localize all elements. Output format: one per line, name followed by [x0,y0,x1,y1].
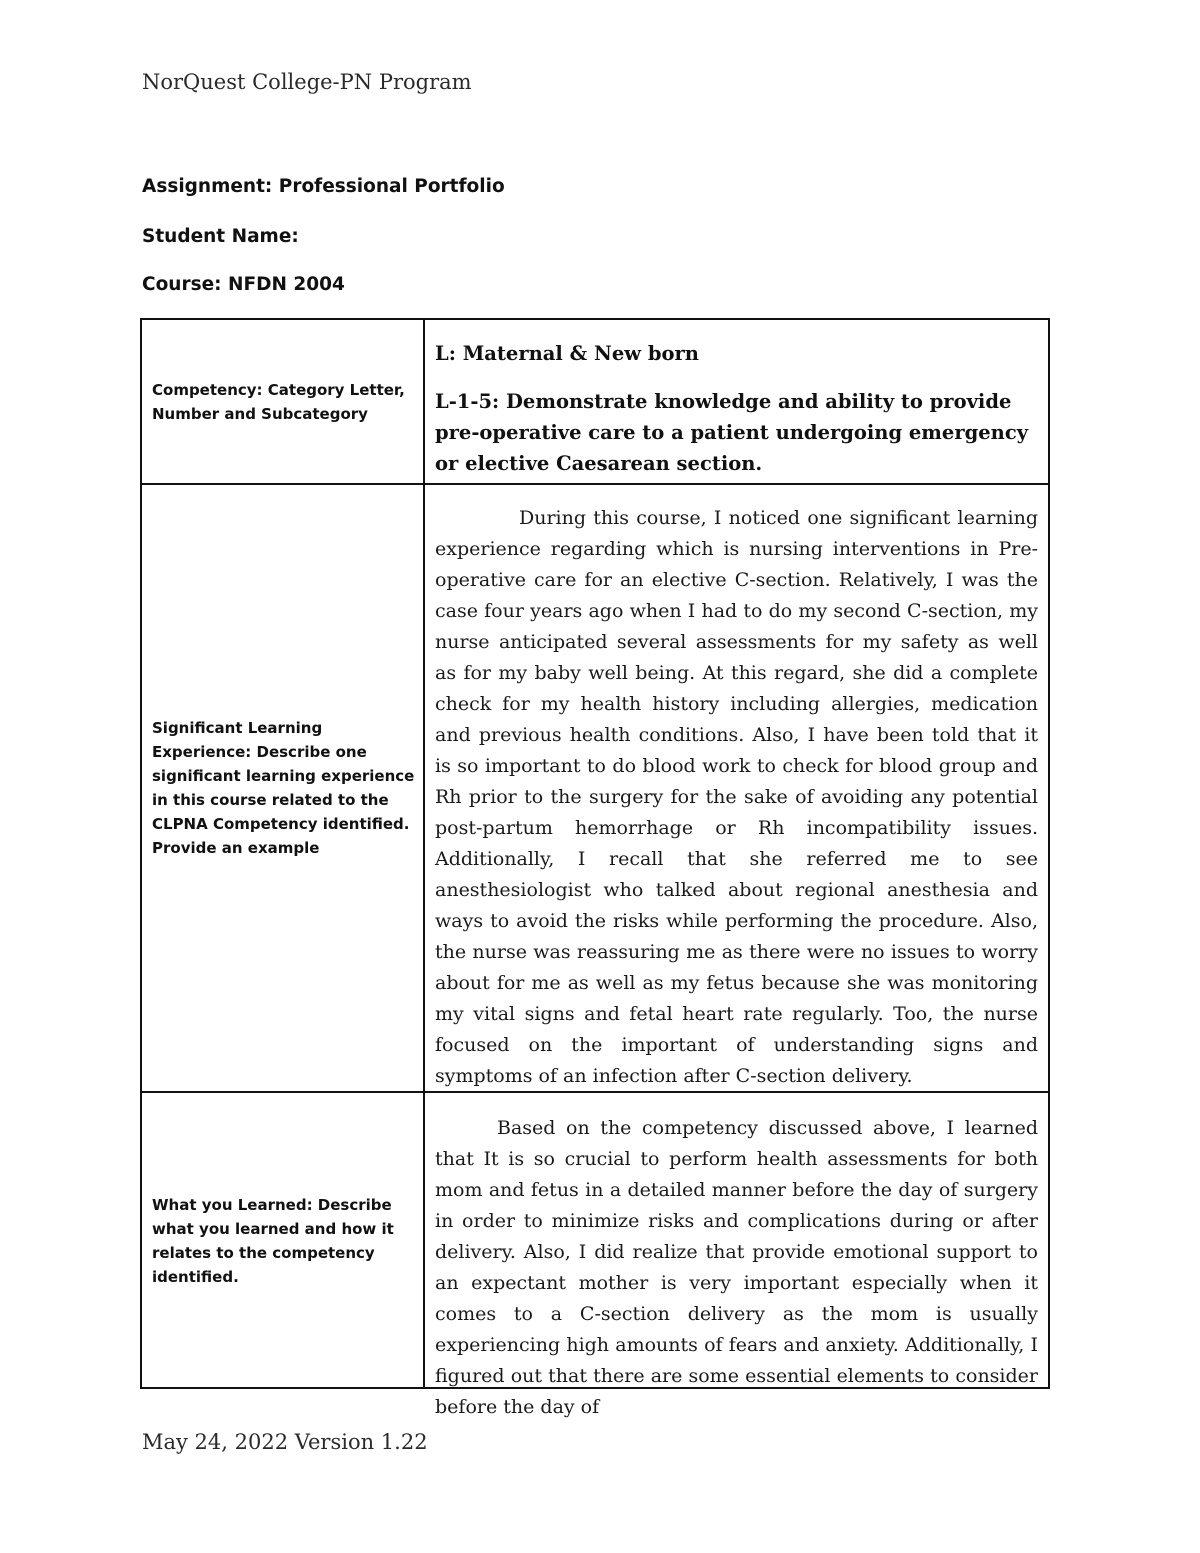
student-name-label: Student Name: [142,226,299,247]
course-label: Course: NFDN 2004 [142,274,345,295]
experience-label-cell [141,484,424,1092]
experience-text-cell [424,484,1049,1092]
learned-text-cell [424,1092,1049,1418]
experience-label: Significant Learning Experience: Describe one significant learning experience in this course related to the CLPNA Competency identified. Provide an example [152,719,415,857]
table-row-competency [141,319,1049,484]
table-row-experience [141,484,1049,1092]
learned-label: What you Learned: Describe what you learned and how it relates to the competency identified. [152,1196,394,1286]
table-row-learned [141,1092,1049,1388]
learned-label-cell [141,1092,424,1388]
competency-category: L: Maternal & New born [435,342,699,365]
assignment-title: Assignment: Professional Portfolio [142,176,505,197]
competency-label: Competency: Category Letter, Number and Subcategory [152,380,405,423]
competency-value-cell [424,319,1049,484]
version-footer: May 24, 2022 Version 1.22 [142,1430,428,1454]
learned-text: Based on the competency discussed above, I learned that It is so crucial to perform health assessments for both mom and fetus in a detailed manner before the day of surgery in order to minimize risks and complications during or after delivery. Also, I did realize that provide emotional support to an expectant mother is very important especially when it comes to a C-section delivery as the mom is usually experiencing high amounts of fears and anxiety. Additionally, I figured out that there are some essential elements to consider before the day of [435,1117,1038,1418]
page-header: NorQuest College-PN Program [142,70,472,94]
experience-text: During this course, I noticed one significant learning experience regarding which is nursing interventions in Pre-operative care for an elective C-section. Relatively, I was the case four years ago when I had to do my second C-section, my nurse anticipated several assessments for my safety as well as for my baby well being. At this regard, she did a complete check for my health history including allergies, medication and previous health conditions. Also, I have been told that it is so important to do blood work to check for blood group and Rh prior to the surgery for the sake of avoiding any potential post-partum hemorrhage or Rh incompatibility issues. Additionally, I recall that she referred me to see anesthesiologist who talked about regional anesthesia and ways to avoid the risks while performing the procedure. Also, the nurse was reassuring me as there were no issues to worry about for me as well as my fetus because she was monitoring my vital signs and fetal heart rate regularly. Too, the nurse focused on the important of understanding signs and symptoms of an infection after C-section delivery. [435,507,1038,1087]
competency-subcategory: L-1-5: Demonstrate knowledge and ability to provide pre-operative care to a patient undergoing emergency or elective Caesarean section. [435,390,1029,475]
portfolio-table [140,318,1050,1418]
competency-label-cell [141,319,424,484]
